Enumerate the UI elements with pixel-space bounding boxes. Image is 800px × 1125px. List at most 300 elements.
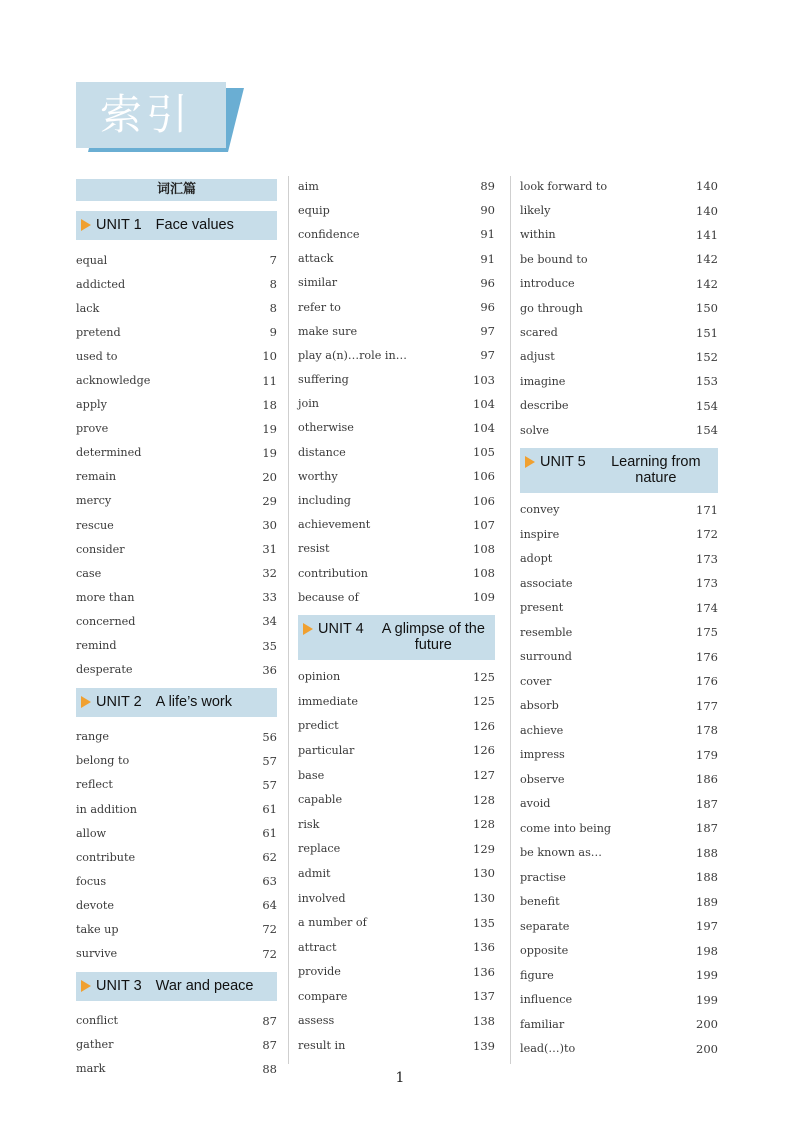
index-column-2 — [298, 174, 495, 1058]
entry-word: particular — [298, 743, 355, 757]
index-entry — [298, 1009, 495, 1034]
entry-word: apply — [76, 398, 107, 412]
index-entry — [76, 658, 277, 682]
entry-word: convey — [520, 503, 560, 517]
entry-word: come into being — [520, 821, 612, 835]
entry-page: 107 — [473, 517, 495, 532]
index-entry — [298, 440, 495, 464]
index-entry — [76, 248, 277, 272]
entry-page: 9 — [269, 325, 277, 340]
entry-page: 200 — [696, 1017, 718, 1032]
index-entry — [76, 272, 277, 296]
index-entry — [76, 821, 277, 845]
entry-page: 138 — [473, 1013, 495, 1028]
triangle-bullet-icon — [81, 696, 91, 708]
entry-page: 109 — [473, 590, 495, 605]
entry-word: practise — [520, 870, 566, 884]
entry-page: 125 — [473, 669, 495, 684]
index-entry — [298, 561, 495, 585]
entry-page: 106 — [473, 469, 495, 484]
entry-word: separate — [520, 919, 570, 933]
index-entry — [520, 865, 718, 890]
index-entry — [298, 664, 495, 689]
entry-word: look forward to — [520, 179, 608, 193]
index-entry — [520, 546, 718, 571]
index-entry — [76, 537, 277, 561]
index-entry — [520, 296, 718, 320]
index-entry — [76, 917, 277, 941]
entry-word: distance — [298, 445, 346, 459]
entry-page: 186 — [696, 772, 718, 787]
entry-page: 97 — [480, 348, 495, 363]
entry-page: 126 — [473, 718, 495, 733]
entry-word: avoid — [520, 797, 551, 811]
index-entry — [76, 489, 277, 513]
entry-word: belong to — [76, 754, 130, 768]
title-banner — [76, 82, 256, 154]
index-entry — [520, 223, 718, 247]
entry-word: achievement — [298, 518, 371, 532]
triangle-bullet-icon — [525, 456, 535, 468]
entry-word: familiar — [520, 1017, 565, 1031]
entry-word: attack — [298, 252, 334, 266]
index-entry — [298, 343, 495, 367]
unit-1-header — [76, 211, 277, 240]
entry-word: equip — [298, 203, 330, 217]
entry-page: 32 — [262, 566, 277, 581]
entry-word: contribution — [298, 566, 369, 580]
entry-word: mark — [76, 1062, 106, 1076]
entry-page: 61 — [262, 826, 277, 841]
entry-page: 96 — [480, 275, 495, 290]
index-entry — [76, 869, 277, 893]
entry-word: gather — [76, 1038, 114, 1052]
entry-word: desperate — [76, 663, 133, 677]
entry-word: suffering — [298, 373, 349, 387]
entry-page: 188 — [696, 870, 718, 885]
entry-word: confidence — [298, 227, 360, 241]
entry-word: figure — [520, 968, 554, 982]
index-entry — [520, 693, 718, 718]
entry-page: 177 — [696, 698, 718, 713]
entry-page: 104 — [473, 396, 495, 411]
index-column-1 — [76, 170, 277, 1081]
page-number: 1 — [395, 1070, 405, 1086]
entry-page: 173 — [696, 576, 718, 591]
index-entry — [298, 787, 495, 812]
entry-word: similar — [298, 276, 338, 290]
index-entry — [298, 861, 495, 886]
word-list — [298, 174, 495, 609]
entry-word: reflect — [76, 778, 113, 792]
entry-word: equal — [76, 253, 108, 267]
entry-word: influence — [520, 993, 573, 1007]
entry-word: be known as… — [520, 846, 602, 860]
entry-page: 142 — [696, 252, 718, 267]
entry-word: acknowledge — [76, 374, 151, 388]
entry-word: make sure — [298, 324, 358, 338]
index-entry — [298, 1033, 495, 1058]
entry-page: 72 — [262, 946, 277, 961]
index-entry — [520, 987, 718, 1012]
entry-word: result in — [298, 1039, 346, 1053]
entry-page: 89 — [480, 179, 495, 194]
index-entry — [298, 222, 495, 246]
index-entry — [76, 1033, 277, 1057]
index-entry — [76, 609, 277, 633]
entry-page: 128 — [473, 817, 495, 832]
index-entry — [298, 464, 495, 488]
index-entry — [76, 942, 277, 966]
index-entry — [76, 344, 277, 368]
index-entry — [298, 392, 495, 416]
index-entry — [520, 272, 718, 296]
unit-3-header — [76, 972, 277, 1001]
entry-page: 61 — [262, 802, 277, 817]
index-entry — [298, 886, 495, 911]
entry-page: 88 — [262, 1061, 277, 1076]
index-entry — [520, 669, 718, 694]
entry-word: a number of — [298, 916, 367, 930]
entry-page: 187 — [696, 821, 718, 836]
index-entry — [76, 585, 277, 609]
index-entry — [520, 345, 718, 369]
entry-page: 187 — [696, 796, 718, 811]
index-entry — [298, 763, 495, 788]
index-entry — [298, 198, 495, 222]
entry-word: contribute — [76, 850, 136, 864]
index-entry — [520, 816, 718, 841]
index-entry — [520, 320, 718, 344]
index-entry — [520, 767, 718, 792]
entry-word: scared — [520, 326, 558, 340]
entry-page: 130 — [473, 866, 495, 881]
entry-page: 139 — [473, 1038, 495, 1053]
index-entry — [520, 718, 718, 743]
entry-page: 171 — [696, 502, 718, 517]
entry-page: 140 — [696, 179, 718, 194]
entry-word: determined — [76, 446, 142, 460]
entry-page: 7 — [269, 253, 277, 268]
entry-page: 57 — [262, 777, 277, 792]
index-entry — [520, 247, 718, 271]
index-entry — [520, 369, 718, 393]
entry-page: 174 — [696, 600, 718, 615]
unit-number: UNIT 5 — [540, 454, 586, 471]
entry-page: 29 — [262, 493, 277, 508]
entry-word: lead(…)to — [520, 1042, 576, 1056]
entry-word: play a(n)…role in… — [298, 348, 407, 362]
entry-word: take up — [76, 922, 119, 936]
index-entry — [520, 1012, 718, 1037]
entry-word: admit — [298, 866, 331, 880]
entry-page: 30 — [262, 518, 277, 533]
entry-page: 8 — [269, 301, 277, 316]
index-entry — [76, 441, 277, 465]
index-entry — [298, 738, 495, 763]
unit-2-header — [76, 688, 277, 717]
index-entry — [76, 368, 277, 392]
entry-page: 19 — [262, 421, 277, 436]
index-entry — [298, 714, 495, 739]
unit-number: UNIT 2 — [96, 693, 142, 710]
entry-word: observe — [520, 772, 565, 786]
entry-word: compare — [298, 989, 348, 1003]
unit-name: A glimpse of the future — [381, 621, 485, 654]
entry-page: 97 — [480, 324, 495, 339]
index-entry — [76, 465, 277, 489]
unit-5-header — [520, 448, 718, 493]
index-column-3 — [520, 174, 718, 1061]
index-entry — [520, 791, 718, 816]
index-entry — [298, 689, 495, 714]
entry-word: devote — [76, 898, 114, 912]
index-entry — [520, 840, 718, 865]
index-entry — [298, 271, 495, 295]
entry-page: 129 — [473, 841, 495, 856]
entry-page: 175 — [696, 625, 718, 640]
index-entry — [298, 585, 495, 609]
index-entry — [76, 561, 277, 585]
index-entry — [520, 394, 718, 418]
entry-page: 31 — [262, 542, 277, 557]
index-entry — [298, 174, 495, 198]
entry-page: 90 — [480, 203, 495, 218]
entry-page: 152 — [696, 349, 718, 364]
entry-page: 126 — [473, 743, 495, 758]
entry-page: 127 — [473, 768, 495, 783]
entry-page: 153 — [696, 374, 718, 389]
entry-page: 189 — [696, 894, 718, 909]
index-entry — [76, 893, 277, 917]
entry-word: present — [520, 601, 564, 615]
entry-word: mercy — [76, 494, 112, 508]
entry-page: 72 — [262, 922, 277, 937]
unit-number: UNIT 4 — [318, 621, 364, 638]
entry-word: be bound to — [520, 252, 588, 266]
entry-page: 91 — [480, 251, 495, 266]
entry-page: 197 — [696, 919, 718, 934]
entry-word: inspire — [520, 527, 560, 541]
entry-page: 18 — [262, 397, 277, 412]
triangle-bullet-icon — [303, 623, 313, 635]
entry-page: 198 — [696, 943, 718, 958]
entry-word: involved — [298, 891, 346, 905]
index-entry — [298, 368, 495, 392]
column-divider-right — [510, 176, 511, 1064]
index-entry — [298, 812, 495, 837]
entry-word: adjust — [520, 350, 555, 364]
unit-4-header — [298, 615, 495, 660]
entry-page: 135 — [473, 915, 495, 930]
entry-page: 106 — [473, 493, 495, 508]
entry-page: 34 — [262, 614, 277, 629]
entry-page: 19 — [262, 445, 277, 460]
entry-word: absorb — [520, 699, 559, 713]
entry-page: 36 — [262, 662, 277, 677]
entry-page: 137 — [473, 989, 495, 1004]
entry-word: cover — [520, 674, 552, 688]
word-list — [76, 248, 277, 682]
entry-word: assess — [298, 1014, 335, 1028]
index-entry — [520, 522, 718, 547]
entry-page: 179 — [696, 747, 718, 762]
entry-word: used to — [76, 349, 118, 363]
entry-word: worthy — [298, 469, 338, 483]
entry-word: solve — [520, 423, 549, 437]
index-entry — [298, 295, 495, 319]
entry-word: more than — [76, 590, 135, 604]
entry-word: capable — [298, 793, 343, 807]
entry-word: achieve — [520, 723, 564, 737]
entry-word: within — [520, 228, 556, 242]
entry-page: 91 — [480, 227, 495, 242]
entry-word: join — [298, 397, 319, 411]
entry-word: aim — [298, 179, 319, 193]
entry-page: 130 — [473, 891, 495, 906]
column-divider-left — [288, 176, 289, 1064]
entry-word: likely — [520, 204, 551, 218]
entry-word: imagine — [520, 374, 566, 388]
entry-word: introduce — [520, 277, 575, 291]
entry-word: provide — [298, 965, 341, 979]
entry-page: 172 — [696, 527, 718, 542]
index-entry — [298, 984, 495, 1009]
index-entry — [520, 963, 718, 988]
triangle-bullet-icon — [81, 980, 91, 992]
entry-word: immediate — [298, 694, 358, 708]
index-entry — [520, 571, 718, 596]
unit-name: Face values — [155, 217, 234, 233]
entry-page: 87 — [262, 1037, 277, 1052]
index-entry — [76, 513, 277, 537]
entry-page: 141 — [696, 227, 718, 242]
index-entry — [520, 620, 718, 645]
index-entry — [76, 845, 277, 869]
entry-page: 33 — [262, 590, 277, 605]
index-entry — [76, 1009, 277, 1033]
entry-page: 199 — [696, 968, 718, 983]
entry-page: 108 — [473, 541, 495, 556]
entry-word: remind — [76, 639, 117, 653]
unit-number: UNIT 1 — [96, 217, 142, 233]
entry-page: 11 — [262, 373, 277, 388]
entry-word: lack — [76, 301, 100, 315]
entry-page: 150 — [696, 301, 718, 316]
entry-word: go through — [520, 301, 583, 315]
entry-word: because of — [298, 590, 359, 604]
entry-word: rescue — [76, 518, 114, 532]
entry-word: conflict — [76, 1014, 119, 1028]
entry-page: 96 — [480, 300, 495, 315]
index-entry — [298, 513, 495, 537]
entry-page: 56 — [262, 729, 277, 744]
entry-page: 188 — [696, 845, 718, 860]
entry-word: impress — [520, 748, 565, 762]
entry-word: prove — [76, 422, 109, 436]
entry-word: predict — [298, 719, 339, 733]
entry-page: 10 — [262, 349, 277, 364]
word-list — [76, 725, 277, 966]
index-entry — [298, 247, 495, 271]
entry-page: 154 — [696, 423, 718, 438]
entry-word: case — [76, 566, 102, 580]
unit-number: UNIT 3 — [96, 977, 142, 994]
index-entry — [76, 773, 277, 797]
entry-page: 199 — [696, 992, 718, 1007]
entry-page: 200 — [696, 1041, 718, 1056]
entry-page: 62 — [262, 850, 277, 865]
entry-page: 140 — [696, 203, 718, 218]
index-entry — [76, 725, 277, 749]
entry-word: refer to — [298, 300, 341, 314]
entry-page: 178 — [696, 723, 718, 738]
entry-page: 142 — [696, 276, 718, 291]
index-entry — [520, 595, 718, 620]
entry-page: 63 — [262, 874, 277, 889]
index-entry — [298, 935, 495, 960]
entry-page: 103 — [473, 372, 495, 387]
entry-word: allow — [76, 826, 107, 840]
index-entry — [76, 393, 277, 417]
unit-name: A life’s work — [155, 693, 232, 710]
entry-page: 173 — [696, 551, 718, 566]
entry-page: 8 — [269, 277, 277, 292]
word-list — [520, 174, 718, 442]
index-entry — [520, 889, 718, 914]
index-entry — [298, 837, 495, 862]
entry-word: benefit — [520, 895, 560, 909]
entry-page: 64 — [262, 898, 277, 913]
entry-page: 87 — [262, 1013, 277, 1028]
index-entry — [520, 418, 718, 442]
index-entry — [76, 417, 277, 441]
index-entry — [298, 910, 495, 935]
entry-page: 104 — [473, 420, 495, 435]
entry-word: consider — [76, 542, 125, 556]
entry-word: survive — [76, 947, 118, 961]
index-entry — [298, 960, 495, 985]
unit-name: War and peace — [155, 977, 254, 994]
triangle-bullet-icon — [81, 219, 91, 231]
entry-word: adopt — [520, 552, 553, 566]
entry-page: 176 — [696, 674, 718, 689]
index-entry — [298, 488, 495, 512]
entry-word: remain — [76, 470, 117, 484]
index-entry — [520, 497, 718, 522]
word-list — [298, 664, 495, 1058]
index-entry — [520, 174, 718, 198]
entry-page: 125 — [473, 694, 495, 709]
entry-page: 176 — [696, 649, 718, 664]
index-entry — [298, 416, 495, 440]
word-list — [520, 497, 718, 1061]
unit-name: Learning from nature — [611, 454, 701, 487]
entry-word: base — [298, 768, 325, 782]
entry-word: addicted — [76, 277, 126, 291]
entry-word: opposite — [520, 944, 569, 958]
entry-word: focus — [76, 874, 107, 888]
entry-word: opinion — [298, 670, 341, 684]
entry-page: 57 — [262, 753, 277, 768]
index-entry — [76, 749, 277, 773]
index-entry — [520, 644, 718, 669]
entry-page: 20 — [262, 469, 277, 484]
entry-word: including — [298, 494, 351, 508]
entry-word: in addition — [76, 802, 137, 816]
index-entry — [298, 319, 495, 343]
index-entry — [76, 797, 277, 821]
